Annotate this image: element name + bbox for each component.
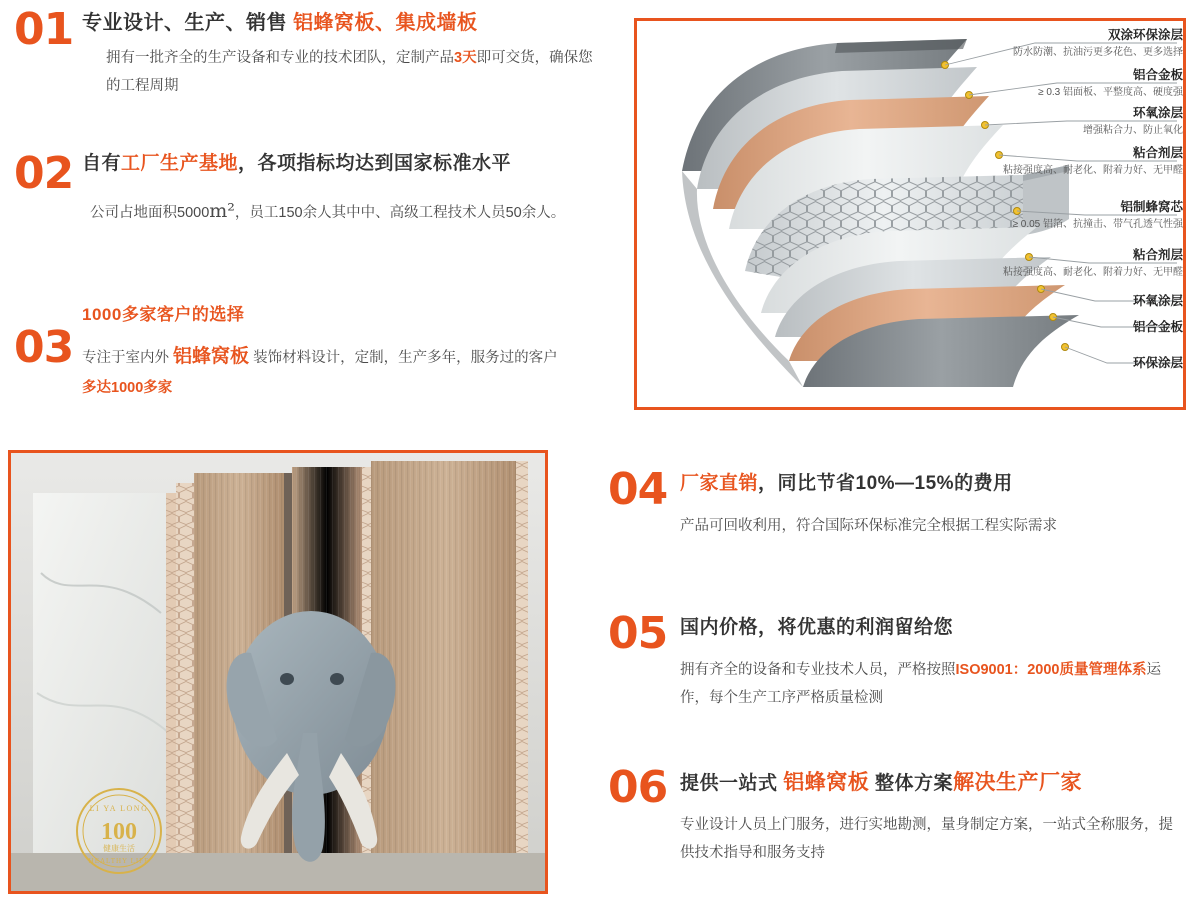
feature-number-05: 05 [608,608,668,659]
layer-desc-4: 粘接强度高、耐老化、附着力好、无甲醛 [1003,165,1183,176]
photo-svg [11,453,545,891]
feature-item-01 [14,6,614,100]
layer-title-5: 铝制蜂窝芯 [1120,200,1183,214]
body-seg-unit: m² [209,200,235,222]
body-seg: 产品可回收利用，符合国际环保标准完全根据工程实际需求 [680,518,1057,534]
body-seg: 拥有齐全的设备和专业技术人员，严格按照 [680,662,956,678]
body-seg: 拥有一批齐全的生产设备和专业的技术团队，定制产品 [106,50,454,66]
seal-mid-text: 健康生活 [103,844,135,853]
title-seg-accent: 厂家直销 [680,473,759,494]
title-seg: ，同比节省10%—15%的费用 [758,473,1013,494]
layer-title-3: 环氧涂层 [1132,106,1183,120]
feature-content-05 [680,612,1188,712]
body-seg-accent2: 多达1000多家 [82,380,173,397]
panel-structure-diagram [634,18,1186,410]
feature-body-06 [680,812,1180,867]
feature-item-02 [14,148,614,229]
title-seg: 整体方案 [869,773,954,794]
layer-title-9: 环保涂层 [1132,356,1183,370]
layer-desc-6: 粘接强度高、耐老化、附着力好、无甲醛 [1003,267,1183,278]
layer-title-1: 双涂环保涂层 [1107,28,1183,42]
title-seg-accent2: 解决生产厂家 [953,771,1083,794]
layer-desc-1: 防水防潮、抗油污更多花色、更多选择 [1013,47,1183,58]
body-seg: 即可交货，确保您的工程周期 [106,50,593,94]
feature-title-03 [82,300,614,325]
feature-number-03: 03 [14,322,74,373]
feature-title-04 [680,468,1188,495]
feature-item-03 [14,300,614,403]
layer-title-6: 粘合剂层 [1132,248,1183,262]
layer-title-4: 粘合剂层 [1132,146,1183,160]
body-seg: 运作，每个生产工序严格质量检测 [680,662,1161,706]
feature-title-06 [680,766,1188,796]
title-seg: 专业设计、生产、销售 [82,12,294,34]
feature-item-04 [608,464,1188,541]
elephant-illustration [227,611,396,862]
feature-number-02: 02 [14,148,74,199]
feature-content-02 [82,148,614,229]
feature-body-02 [90,193,614,229]
feature-title-05 [680,612,1188,639]
feature-content-03 [82,300,614,403]
title-seg: 国内价格，将优惠的利润留给您 [680,617,954,638]
feature-item-05 [608,608,1188,712]
body-seg: 专业设计人员上门服务，进行实地勘测，量身制定方案，一站式全称服务，提供技术指导和服务支持 [680,817,1173,861]
feature-body-01 [106,45,606,100]
feature-body-05 [680,657,1180,712]
title-seg-accent: 1000多家客户的选择 [82,305,245,324]
product-photo [8,450,548,894]
feature-number-06: 06 [608,762,668,813]
feature-number-01: 01 [14,4,74,55]
body-seg: 公司占地面积5000 [90,205,210,221]
title-seg: 提供一站式 [680,773,784,794]
feature-body-03 [82,339,602,403]
layer-desc-2: ≥ 0.3 铝面板、平整度高、硬度强 [1038,87,1183,98]
body-seg-accent: 铝蜂窝板 [173,346,250,367]
diagram-svg [637,21,1183,407]
title-seg: ，各项指标均达到国家标准水平 [238,153,512,174]
feature-content-06 [680,766,1188,867]
feature-title-02 [82,148,614,175]
body-seg: 专注于室内外 [82,350,174,366]
layer-title-8: 铝合金板 [1132,320,1183,334]
layer-title-2: 铝合金板 [1132,68,1183,82]
body-seg-accent: 3天 [454,50,477,66]
title-seg-accent: 铝蜂窝板、集成墙板 [293,12,478,34]
feature-title-01 [82,6,614,35]
feature-body-04 [680,513,1180,541]
body-seg: 装饰材料设计，定制，生产多年，服务过的客户 [249,350,558,366]
seal-bottom-text: HEALTHY LIFE [88,857,150,865]
body-seg: ，员工150余人其中中、高级工程技术人员50余人。 [234,205,566,221]
body-seg-accent: ISO9001：2000质量管理体系 [955,662,1147,678]
feature-item-06 [608,762,1188,867]
layer-desc-5: ≥ 0.05 铝箔、抗撞击、带气孔透气性强 [1012,219,1183,230]
feature-number-04: 04 [608,464,668,515]
feature-content-01 [82,6,614,100]
seal-number: 100 [101,819,137,845]
title-seg-accent: 铝蜂窝板 [783,771,870,794]
feature-content-04 [680,468,1188,541]
layer-title-7: 环氧涂层 [1132,294,1183,308]
title-seg-accent: 工厂生产基地 [121,153,239,174]
layer-desc-3: 增强粘合力、防止氧化 [1083,125,1183,136]
title-seg: 自有 [82,153,122,174]
seal-top-text: LI YA LONG [89,804,149,813]
